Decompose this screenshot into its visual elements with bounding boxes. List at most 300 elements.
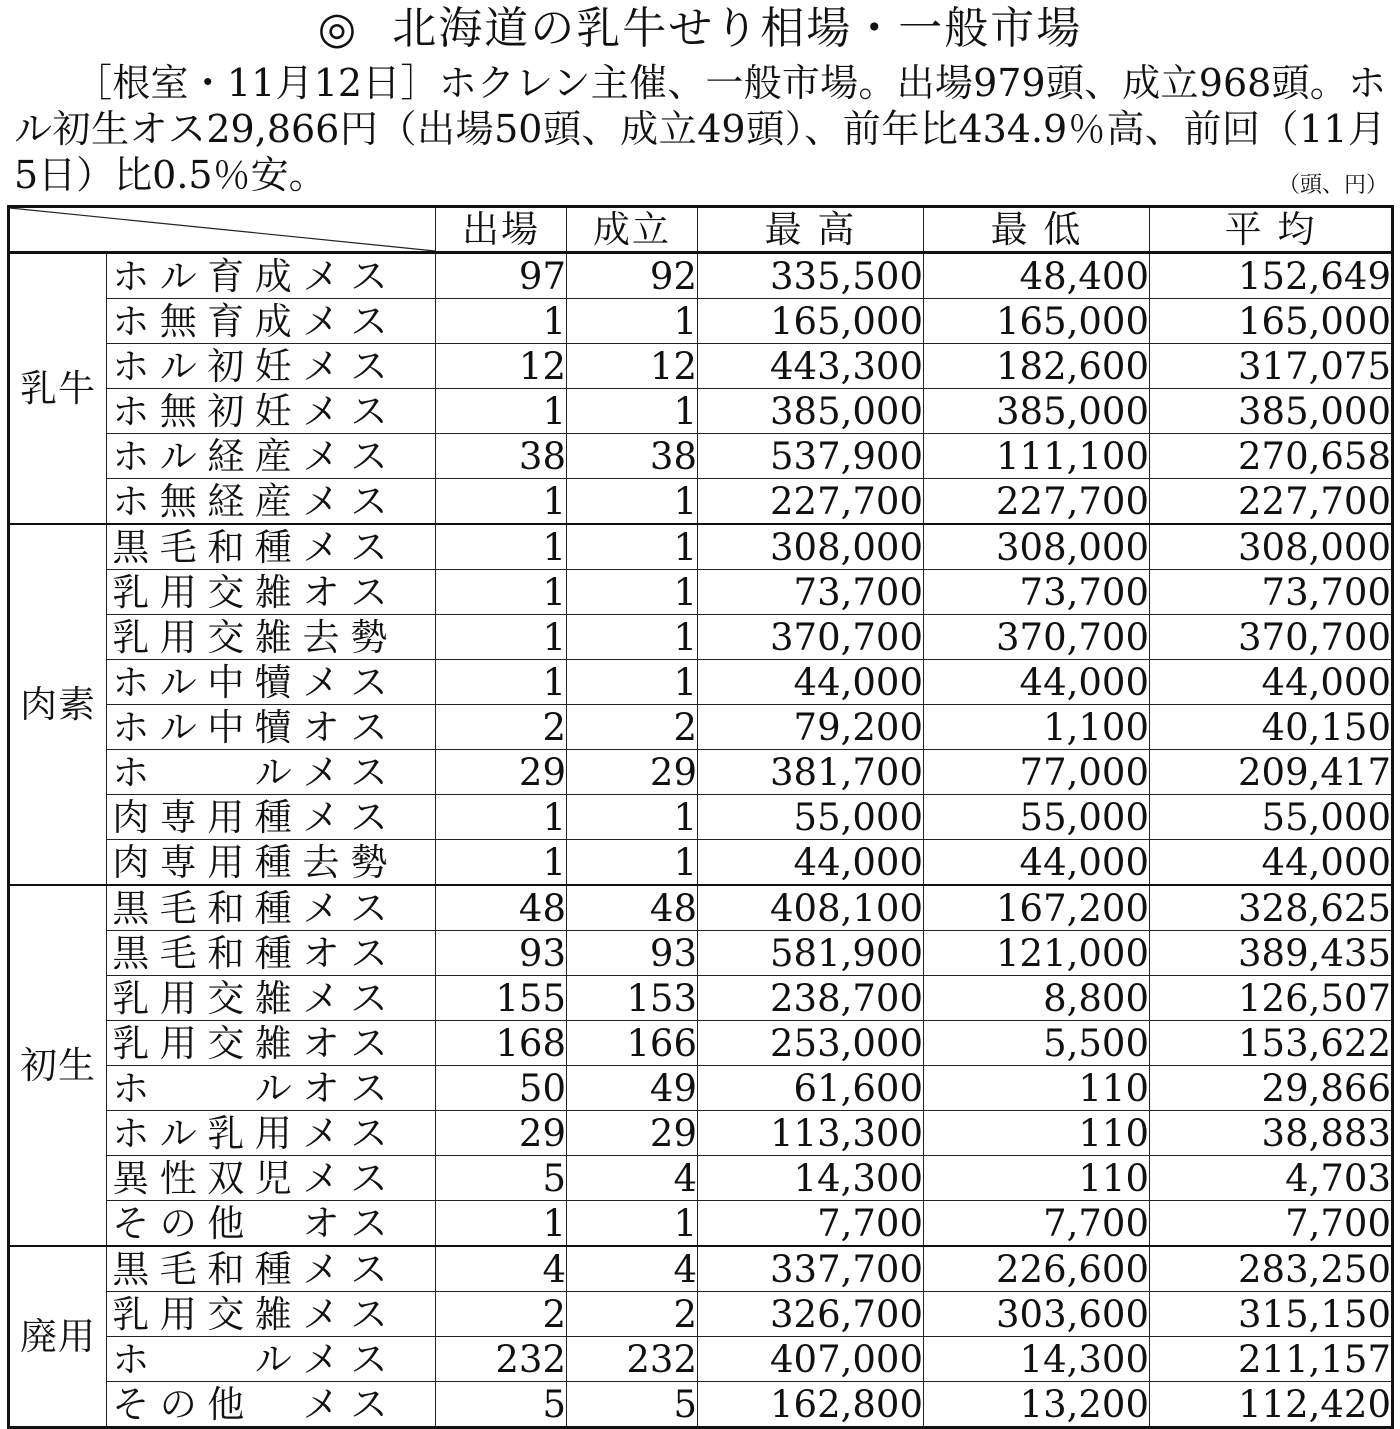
cell-avg: 283,250 bbox=[1150, 1246, 1393, 1292]
breed-char: 和 bbox=[207, 886, 245, 930]
cell-min: 8,800 bbox=[924, 976, 1150, 1021]
sex-label bbox=[297, 255, 393, 298]
cell-min: 226,600 bbox=[924, 1246, 1150, 1292]
sex-char: ス bbox=[350, 570, 388, 614]
cell-max: 44,000 bbox=[698, 840, 924, 886]
sex-char: メ bbox=[302, 1337, 340, 1381]
cell-avg: 7,700 bbox=[1150, 1201, 1393, 1247]
table-row bbox=[9, 253, 1393, 299]
kind-cell bbox=[107, 570, 436, 615]
breed-char: 乳 bbox=[112, 976, 150, 1020]
sex-char: 去 bbox=[302, 615, 340, 659]
cell-entered: 1 bbox=[436, 615, 567, 660]
cell-max: 581,900 bbox=[698, 931, 924, 976]
table-row bbox=[9, 344, 1393, 389]
sex-char: ス bbox=[350, 254, 388, 298]
cell-sold: 1 bbox=[567, 299, 698, 344]
sex-label bbox=[297, 1022, 393, 1065]
cell-max: 335,500 bbox=[698, 253, 924, 299]
table-row bbox=[9, 299, 1393, 344]
breed-label bbox=[107, 1202, 297, 1245]
breed-label bbox=[107, 616, 297, 659]
cell-max: 308,000 bbox=[698, 524, 924, 570]
breed-char: 黒 bbox=[112, 886, 150, 930]
breed-char: ル bbox=[159, 434, 197, 478]
cell-max: 79,200 bbox=[698, 705, 924, 750]
header-corner-cell bbox=[9, 207, 436, 253]
cell-max: 253,000 bbox=[698, 1021, 924, 1066]
breed-char: 経 bbox=[207, 434, 245, 478]
kind-cell bbox=[107, 1246, 436, 1292]
cell-entered: 48 bbox=[436, 885, 567, 931]
cell-max: 381,700 bbox=[698, 750, 924, 795]
breed-char: 交 bbox=[207, 976, 245, 1020]
cell-min: 13,200 bbox=[924, 1382, 1150, 1428]
breed-char: ル bbox=[159, 344, 197, 388]
cell-avg: 4,703 bbox=[1150, 1156, 1393, 1201]
breed-label bbox=[107, 255, 297, 298]
group-label: 廃用 bbox=[9, 1246, 107, 1428]
breed-char: 用 bbox=[207, 795, 245, 839]
breed-char: ホ bbox=[112, 750, 150, 794]
cell-entered: 5 bbox=[436, 1156, 567, 1201]
table-row bbox=[9, 570, 1393, 615]
cell-max: 165,000 bbox=[698, 299, 924, 344]
cell-min: 385,000 bbox=[924, 389, 1150, 434]
cell-min: 227,700 bbox=[924, 479, 1150, 525]
kind-cell bbox=[107, 885, 436, 931]
cell-avg: 315,150 bbox=[1150, 1292, 1393, 1337]
sex-char: オ bbox=[302, 1021, 340, 1065]
sex-char: ス bbox=[350, 389, 388, 433]
breed-char: 種 bbox=[254, 1247, 292, 1291]
cell-min: 182,600 bbox=[924, 344, 1150, 389]
kind-cell bbox=[107, 344, 436, 389]
breed-char: 種 bbox=[254, 525, 292, 569]
cell-max: 385,000 bbox=[698, 389, 924, 434]
breed-char: 和 bbox=[207, 525, 245, 569]
sex-char: ス bbox=[350, 750, 388, 794]
page-title bbox=[0, 0, 1400, 58]
cell-entered: 1 bbox=[436, 570, 567, 615]
table-row bbox=[9, 389, 1393, 434]
cell-entered: 232 bbox=[436, 1337, 567, 1382]
breed-char: 毛 bbox=[159, 1247, 197, 1291]
cell-avg: 40,150 bbox=[1150, 705, 1393, 750]
breed-char: 雑 bbox=[254, 1021, 292, 1065]
breed-char: 雑 bbox=[254, 1292, 292, 1336]
table-row bbox=[9, 1021, 1393, 1066]
sex-char: メ bbox=[302, 1156, 340, 1200]
sex-char: メ bbox=[302, 750, 340, 794]
cell-min: 110 bbox=[924, 1066, 1150, 1111]
breed-char: 和 bbox=[207, 1247, 245, 1291]
cell-sold: 29 bbox=[567, 750, 698, 795]
unit-note: （頭、円） bbox=[1277, 173, 1388, 198]
breed-label bbox=[107, 841, 297, 884]
cell-entered: 97 bbox=[436, 253, 567, 299]
sex-char: メ bbox=[302, 479, 340, 523]
cell-avg: 152,649 bbox=[1150, 253, 1393, 299]
table-row bbox=[9, 479, 1393, 525]
sex-char: ス bbox=[350, 705, 388, 749]
group-2 bbox=[9, 524, 1393, 885]
cell-sold: 49 bbox=[567, 1066, 698, 1111]
table-header-row bbox=[9, 207, 1393, 253]
breed-label bbox=[107, 1157, 297, 1200]
table-row bbox=[9, 524, 1393, 570]
cell-sold: 29 bbox=[567, 1111, 698, 1156]
sex-char: オ bbox=[302, 570, 340, 614]
sex-char: メ bbox=[302, 1382, 340, 1426]
breed-char: ホ bbox=[112, 1066, 150, 1110]
breed-char: 中 bbox=[207, 660, 245, 704]
kind-cell bbox=[107, 1066, 436, 1111]
cell-min: 111,100 bbox=[924, 434, 1150, 479]
breed-char: 乳 bbox=[112, 570, 150, 614]
cell-min: 308,000 bbox=[924, 524, 1150, 570]
cell-entered: 29 bbox=[436, 750, 567, 795]
sex-label bbox=[297, 751, 393, 794]
sex-label bbox=[297, 1157, 393, 1200]
cell-avg: 73,700 bbox=[1150, 570, 1393, 615]
cell-min: 110 bbox=[924, 1111, 1150, 1156]
sex-label bbox=[297, 706, 393, 749]
breed-label bbox=[107, 1067, 297, 1110]
cell-entered: 29 bbox=[436, 1111, 567, 1156]
sex-char: ス bbox=[350, 1156, 388, 1200]
kind-cell bbox=[107, 479, 436, 525]
cell-avg: 44,000 bbox=[1150, 660, 1393, 705]
sex-label bbox=[297, 661, 393, 704]
breed-char: 妊 bbox=[254, 344, 292, 388]
sex-char: メ bbox=[302, 1292, 340, 1336]
table-row bbox=[9, 1337, 1393, 1382]
breed-char: 成 bbox=[254, 299, 292, 343]
kind-cell bbox=[107, 1156, 436, 1201]
breed-char: ホ bbox=[112, 1337, 150, 1381]
kind-cell bbox=[107, 1111, 436, 1156]
kind-cell bbox=[107, 524, 436, 570]
breed-char: 他 bbox=[207, 1382, 245, 1426]
kind-cell bbox=[107, 1382, 436, 1428]
group-1 bbox=[9, 253, 1393, 525]
breed-char: 交 bbox=[207, 615, 245, 659]
breed-char: 用 bbox=[159, 976, 197, 1020]
sex-label bbox=[297, 345, 393, 388]
cell-sold: 1 bbox=[567, 389, 698, 434]
cell-avg: 308,000 bbox=[1150, 524, 1393, 570]
cell-sold: 1 bbox=[567, 524, 698, 570]
sex-char: 勢 bbox=[350, 840, 388, 884]
sex-char: オ bbox=[302, 931, 340, 975]
breed-char: 種 bbox=[254, 840, 292, 884]
breed-char: ル bbox=[159, 254, 197, 298]
table-row bbox=[9, 885, 1393, 931]
cell-max: 73,700 bbox=[698, 570, 924, 615]
breed-char: 無 bbox=[159, 389, 197, 433]
cell-sold: 5 bbox=[567, 1382, 698, 1428]
cell-max: 44,000 bbox=[698, 660, 924, 705]
sex-char: ス bbox=[350, 1337, 388, 1381]
sex-char: メ bbox=[302, 976, 340, 1020]
breed-char: 用 bbox=[254, 1111, 292, 1155]
cell-min: 44,000 bbox=[924, 840, 1150, 886]
breed-label bbox=[107, 571, 297, 614]
group-3 bbox=[9, 885, 1393, 1246]
breed-char: 成 bbox=[254, 254, 292, 298]
kind-cell bbox=[107, 615, 436, 660]
breed-label bbox=[107, 300, 297, 343]
sex-label bbox=[297, 887, 393, 930]
cell-avg: 165,000 bbox=[1150, 299, 1393, 344]
breed-label bbox=[107, 1112, 297, 1155]
cell-sold: 48 bbox=[567, 885, 698, 931]
kind-cell bbox=[107, 1201, 436, 1247]
breed-char: 用 bbox=[207, 840, 245, 884]
breed-char: 無 bbox=[159, 299, 197, 343]
sex-char: メ bbox=[302, 795, 340, 839]
cell-avg: 55,000 bbox=[1150, 795, 1393, 840]
breed-label bbox=[107, 1383, 297, 1426]
sex-char: ス bbox=[350, 434, 388, 478]
table-row bbox=[9, 615, 1393, 660]
breed-char: ル bbox=[159, 1111, 197, 1155]
cell-entered: 155 bbox=[436, 976, 567, 1021]
cell-avg: 112,420 bbox=[1150, 1382, 1393, 1428]
breed-char: ホ bbox=[112, 389, 150, 433]
sex-char: オ bbox=[302, 705, 340, 749]
breed-char: 和 bbox=[207, 931, 245, 975]
sex-char: メ bbox=[302, 1111, 340, 1155]
cell-entered: 1 bbox=[436, 479, 567, 525]
cell-entered: 50 bbox=[436, 1066, 567, 1111]
title-text: 北海道の乳牛せり相場・一般市場 bbox=[392, 3, 1083, 54]
breed-label bbox=[107, 1338, 297, 1381]
breed-label bbox=[107, 977, 297, 1020]
cell-sold: 1 bbox=[567, 660, 698, 705]
cell-min: 121,000 bbox=[924, 931, 1150, 976]
lead-paragraph: ［根室・11月12日］ホクレン主催、一般市場。出場979頭、成立968頭。ホル初生オス29,866円（出場50頭、成立49頭）、前年比434.9％高、前回（11月5日）比0.5％安。 bbox=[14, 61, 1386, 197]
sex-char: ス bbox=[350, 1201, 388, 1245]
kind-cell bbox=[107, 253, 436, 299]
cell-max: 14,300 bbox=[698, 1156, 924, 1201]
cell-max: 370,700 bbox=[698, 615, 924, 660]
cell-max: 407,000 bbox=[698, 1337, 924, 1382]
breed-char: 雑 bbox=[254, 976, 292, 1020]
cell-min: 110 bbox=[924, 1156, 1150, 1201]
group-4 bbox=[9, 1246, 1393, 1428]
sex-char: ス bbox=[350, 660, 388, 704]
sex-char: メ bbox=[302, 254, 340, 298]
sex-label bbox=[297, 841, 393, 884]
sex-label bbox=[297, 480, 393, 523]
sex-char: ス bbox=[350, 795, 388, 839]
sex-char: ス bbox=[350, 1111, 388, 1155]
sex-label bbox=[297, 616, 393, 659]
sex-char: メ bbox=[302, 660, 340, 704]
sex-char: ス bbox=[350, 1021, 388, 1065]
cell-min: 1,100 bbox=[924, 705, 1150, 750]
breed-char: 双 bbox=[207, 1156, 245, 1200]
breed-char: ル bbox=[159, 660, 197, 704]
cell-sold: 4 bbox=[567, 1156, 698, 1201]
table-row bbox=[9, 976, 1393, 1021]
breed-char: 黒 bbox=[112, 525, 150, 569]
sex-char: ス bbox=[350, 299, 388, 343]
table-row bbox=[9, 750, 1393, 795]
table-row bbox=[9, 1382, 1393, 1428]
sex-char: ス bbox=[350, 1382, 388, 1426]
cell-max: 55,000 bbox=[698, 795, 924, 840]
cell-entered: 1 bbox=[436, 840, 567, 886]
breed-char: 乳 bbox=[112, 615, 150, 659]
sex-label bbox=[297, 1338, 393, 1381]
cell-max: 443,300 bbox=[698, 344, 924, 389]
header-entered: 出場 bbox=[436, 207, 567, 253]
sex-label bbox=[297, 1202, 393, 1245]
cell-avg: 211,157 bbox=[1150, 1337, 1393, 1382]
breed-label bbox=[107, 480, 297, 523]
breed-char: 児 bbox=[254, 1156, 292, 1200]
breed-char: 黒 bbox=[112, 931, 150, 975]
table-row bbox=[9, 1246, 1393, 1292]
sex-label bbox=[297, 796, 393, 839]
cell-avg: 209,417 bbox=[1150, 750, 1393, 795]
sex-char: メ bbox=[302, 886, 340, 930]
breed-char: 毛 bbox=[159, 886, 197, 930]
cell-min: 77,000 bbox=[924, 750, 1150, 795]
header-sold: 成立 bbox=[567, 207, 698, 253]
breed-char: 雑 bbox=[254, 570, 292, 614]
breed-char: そ bbox=[112, 1201, 150, 1245]
cell-avg: 328,625 bbox=[1150, 885, 1393, 931]
breed-char: 育 bbox=[207, 299, 245, 343]
sex-label bbox=[297, 300, 393, 343]
breed-char: ホ bbox=[112, 254, 150, 298]
breed-char: 用 bbox=[159, 570, 197, 614]
table-row bbox=[9, 434, 1393, 479]
breed-label bbox=[107, 751, 297, 794]
sex-char: ス bbox=[350, 1247, 388, 1291]
sex-char: ス bbox=[350, 976, 388, 1020]
cell-max: 337,700 bbox=[698, 1246, 924, 1292]
sex-char: メ bbox=[302, 389, 340, 433]
cell-max: 61,600 bbox=[698, 1066, 924, 1111]
cell-avg: 317,075 bbox=[1150, 344, 1393, 389]
breed-label bbox=[107, 661, 297, 704]
sex-char: オ bbox=[302, 1066, 340, 1110]
breed-label bbox=[107, 796, 297, 839]
sex-char: メ bbox=[302, 1247, 340, 1291]
table-row bbox=[9, 705, 1393, 750]
breed-label bbox=[107, 526, 297, 569]
table-row bbox=[9, 931, 1393, 976]
sex-char: ス bbox=[350, 1292, 388, 1336]
kind-cell bbox=[107, 795, 436, 840]
breed-char: 用 bbox=[159, 1292, 197, 1336]
breed-char: 乳 bbox=[207, 1111, 245, 1155]
sex-label bbox=[297, 435, 393, 478]
kind-cell bbox=[107, 660, 436, 705]
cell-avg: 270,658 bbox=[1150, 434, 1393, 479]
sex-label bbox=[297, 1112, 393, 1155]
cell-min: 7,700 bbox=[924, 1201, 1150, 1247]
kind-cell bbox=[107, 750, 436, 795]
breed-char: 経 bbox=[207, 479, 245, 523]
cell-max: 408,100 bbox=[698, 885, 924, 931]
cell-sold: 2 bbox=[567, 1292, 698, 1337]
breed-char: ル bbox=[254, 1337, 292, 1381]
sex-label bbox=[297, 1248, 393, 1291]
cell-avg: 385,000 bbox=[1150, 389, 1393, 434]
sex-char: ス bbox=[350, 886, 388, 930]
cell-entered: 2 bbox=[436, 1292, 567, 1337]
breed-char: 黒 bbox=[112, 1247, 150, 1291]
cell-sold: 12 bbox=[567, 344, 698, 389]
sex-char: ス bbox=[350, 525, 388, 569]
breed-char: 異 bbox=[112, 1156, 150, 1200]
kind-cell bbox=[107, 976, 436, 1021]
breed-label bbox=[107, 345, 297, 388]
cell-entered: 12 bbox=[436, 344, 567, 389]
sex-label bbox=[297, 526, 393, 569]
breed-char: ホ bbox=[112, 344, 150, 388]
cell-sold: 1 bbox=[567, 840, 698, 886]
breed-char: 種 bbox=[254, 795, 292, 839]
cell-min: 165,000 bbox=[924, 299, 1150, 344]
table-row bbox=[9, 1156, 1393, 1201]
kind-cell bbox=[107, 389, 436, 434]
breed-char: 専 bbox=[159, 840, 197, 884]
cell-avg: 44,000 bbox=[1150, 840, 1393, 886]
cell-sold: 1 bbox=[567, 615, 698, 660]
kind-cell bbox=[107, 840, 436, 886]
sex-label bbox=[297, 932, 393, 975]
cell-min: 55,000 bbox=[924, 795, 1150, 840]
breed-char: の bbox=[159, 1201, 197, 1245]
cell-min: 5,500 bbox=[924, 1021, 1150, 1066]
cell-max: 326,700 bbox=[698, 1292, 924, 1337]
sex-char: 去 bbox=[302, 840, 340, 884]
sex-label bbox=[297, 1067, 393, 1110]
cell-entered: 5 bbox=[436, 1382, 567, 1428]
sex-label bbox=[297, 1293, 393, 1336]
cell-min: 73,700 bbox=[924, 570, 1150, 615]
cell-max: 7,700 bbox=[698, 1201, 924, 1247]
breed-char: 産 bbox=[254, 434, 292, 478]
breed-char: ホ bbox=[112, 299, 150, 343]
cell-entered: 38 bbox=[436, 434, 567, 479]
cell-entered: 1 bbox=[436, 299, 567, 344]
cell-max: 162,800 bbox=[698, 1382, 924, 1428]
cell-avg: 29,866 bbox=[1150, 1066, 1393, 1111]
cell-sold: 166 bbox=[567, 1021, 698, 1066]
cell-max: 227,700 bbox=[698, 479, 924, 525]
cell-min: 48,400 bbox=[924, 253, 1150, 299]
breed-char: の bbox=[159, 1382, 197, 1426]
breed-char: そ bbox=[112, 1382, 150, 1426]
cell-sold: 1 bbox=[567, 795, 698, 840]
cell-avg: 227,700 bbox=[1150, 479, 1393, 525]
cell-sold: 93 bbox=[567, 931, 698, 976]
table-row bbox=[9, 795, 1393, 840]
sex-label bbox=[297, 977, 393, 1020]
double-circle-mark: ◎ bbox=[317, 3, 359, 54]
breed-char: 犢 bbox=[254, 660, 292, 704]
cell-entered: 1 bbox=[436, 795, 567, 840]
breed-char: 毛 bbox=[159, 931, 197, 975]
